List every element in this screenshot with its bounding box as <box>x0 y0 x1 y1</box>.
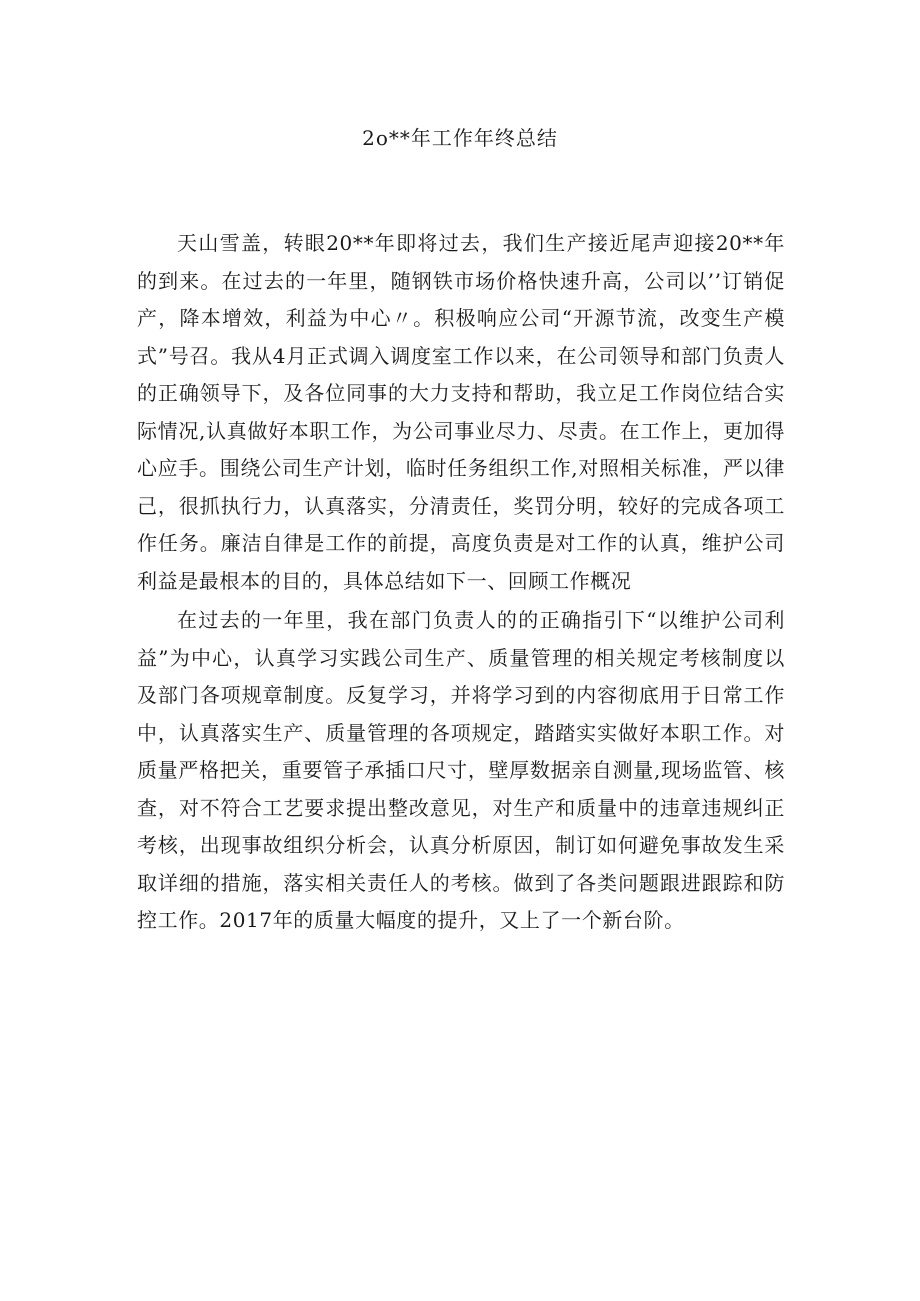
document-title: 2o**年工作年终总结 <box>362 126 558 150</box>
document-body <box>137 225 785 942</box>
paragraph-work-review: 在过去的一年里，我在部门负责人的的正确指引下“以维护公司利益”为中心，认真学习实践公司生产、质量管理的相关规定考核制度以及部门各项规章制度。反复学习，并将学习到的内容彻底用于日常工作中，认真落实生产、质量管理的各项规定，踏踏实实做好本职工作。对质量严格把关，重要管子承插口尺寸，壁厚数据亲自测量,现场监管、核查，对不符合工艺要求提出整改意见，对生产和质量中的违章违规纠正考核，出现事故组织分析会，认真分析原因，制订如何避免事故发生采取详细的措施，落实相关责任人的考核。做到了各类问题跟进跟踪和防控工作。2017年的质量大幅度的提升，又上了一个新台阶。 <box>137 608 785 932</box>
paragraph-intro: 天山雪盖，转眼20**年即将过去，我们生产接近尾声迎接20**年的到来。在过去的一年里，随钢铁市场价格快速升高，公司以’’订销促产，降本增效，利益为中心〃。积极响应公司“开源节流，改变生产模式”号召。我从4月正式调入调度室工作以来，在公司领导和部门负责人的正确领导下，及各位同事的大力支持和帮助，我立足工作岗位结合实际情况,认真做好本职工作，为公司事业尽力、尽责。在工作上，更加得心应手。围绕公司生产计划，临时任务组织工作,对照相关标准，严以律己，很抓执行力，认真落实，分清责任，奖罚分明，较好的完成各项工作任务。廉洁自律是工作的前提，高度负责是对工作的认真，维护公司利益是最根本的目的，具体总结如下一、回顾工作概况 <box>137 231 785 593</box>
